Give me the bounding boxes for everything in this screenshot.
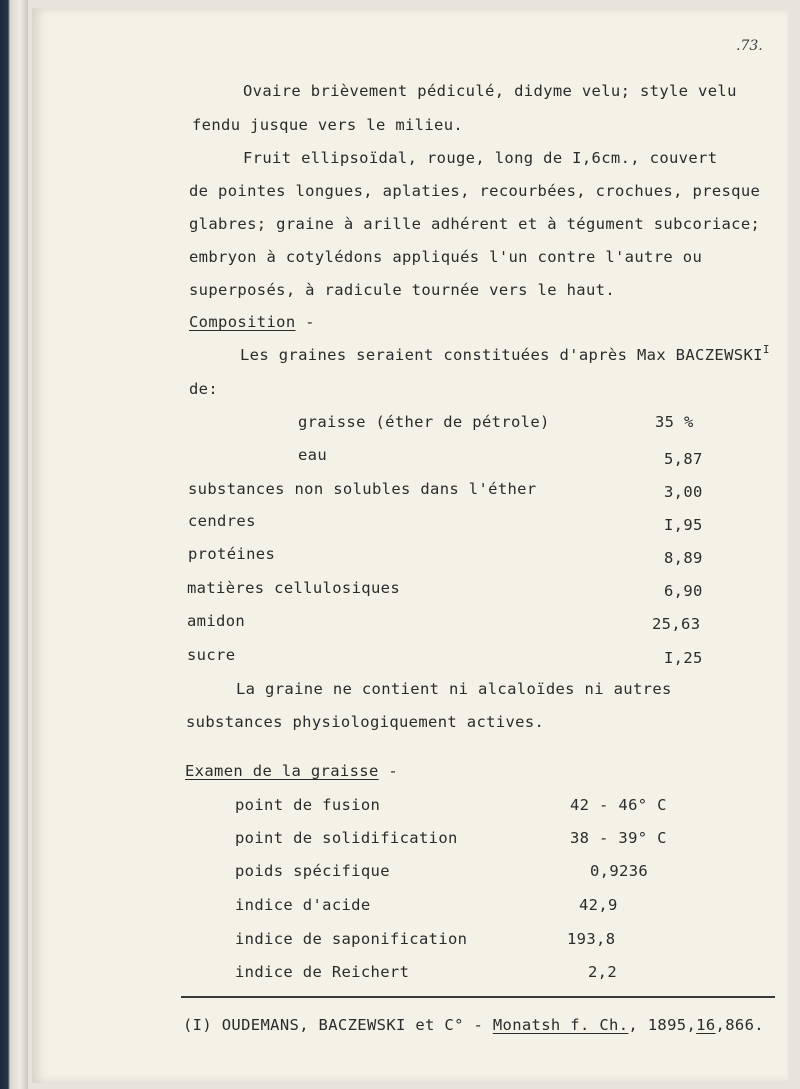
fat-exam-label: point de fusion xyxy=(235,796,381,814)
fat-exam-value: 38 - 39° C xyxy=(570,829,667,847)
composition-label: matières cellulosiques xyxy=(187,579,400,597)
composition-label: protéines xyxy=(188,545,276,563)
footnote-dash: - xyxy=(463,1016,493,1034)
paragraph-line: substances physiologiquement actives. xyxy=(186,713,545,731)
fat-exam-heading-text: Examen de la graisse xyxy=(185,762,379,780)
fat-exam-heading xyxy=(185,762,398,780)
fat-exam-label: indice de Reichert xyxy=(235,963,410,981)
composition-label: eau xyxy=(298,446,328,464)
heading-dash: - xyxy=(378,762,399,780)
paragraph-line: de pointes longues, aplaties, recourbées, crochues, presque xyxy=(189,182,761,200)
composition-value: 6,90 xyxy=(664,582,703,600)
fat-exam-label: indice de saponification xyxy=(235,930,468,948)
composition-intro-line2: de: xyxy=(189,380,219,398)
composition-value: I,25 xyxy=(664,649,703,667)
composition-intro xyxy=(240,343,770,366)
composition-label: graisse (éther de pétrole) xyxy=(298,413,550,431)
composition-heading-text: Composition xyxy=(189,313,296,331)
composition-value: 5,87 xyxy=(664,450,703,468)
paragraph-line: embryon à cotylédons appliqués l'un contre l'autre ou xyxy=(189,248,703,266)
footnote-authors: OUDEMANS, BACZEWSKI et C° xyxy=(221,1016,464,1034)
footnote-volume: 16 xyxy=(696,1016,716,1034)
footnote-journal: Monatsh f. Ch. xyxy=(492,1016,629,1034)
page-number: .73. xyxy=(736,38,763,54)
heading-dash: - xyxy=(295,313,315,331)
composition-label: amidon xyxy=(187,612,246,630)
footnote xyxy=(183,1016,764,1034)
footnote-rule xyxy=(181,996,775,998)
composition-heading xyxy=(189,313,315,331)
paragraph-line: superposés, à radicule tournée vers le haut. xyxy=(189,281,615,299)
paragraph-line: Fruit ellipsoïdal, rouge, long de I,6cm., couvert xyxy=(243,149,718,167)
composition-intro-text: Les graines seraient constituées d'après Max BACZEWSKI xyxy=(240,346,763,364)
book-binding-edge xyxy=(0,0,28,1089)
composition-label: sucre xyxy=(187,646,236,664)
composition-value: 35 % xyxy=(655,413,694,431)
footnote-page: ,866. xyxy=(715,1016,764,1034)
composition-value: 3,00 xyxy=(664,483,703,501)
paragraph-line: Ovaire brièvement pédiculé, didyme velu; style velu xyxy=(243,82,737,100)
fat-exam-value: 2,2 xyxy=(588,963,618,981)
footnote-year: , 1895, xyxy=(628,1016,697,1034)
composition-value: 25,63 xyxy=(652,615,701,633)
footnote-marker: (I) xyxy=(183,1016,213,1034)
fat-exam-label: indice d'acide xyxy=(235,896,371,914)
fat-exam-value: 0,9236 xyxy=(590,862,649,880)
paragraph-line: fendu jusque vers le milieu. xyxy=(192,116,464,134)
composition-value: 8,89 xyxy=(664,549,703,567)
fat-exam-label: poids spécifique xyxy=(235,862,390,880)
composition-label: substances non solubles dans l'éther xyxy=(188,480,537,498)
paragraph-line: La graine ne contient ni alcaloïdes ni autres xyxy=(236,680,672,698)
footnote-reference: I xyxy=(762,343,770,356)
fat-exam-value: 193,8 xyxy=(567,930,616,948)
fat-exam-label: point de solidification xyxy=(235,829,458,847)
composition-label: cendres xyxy=(188,512,256,530)
fat-exam-value: 42 - 46° C xyxy=(570,796,667,814)
typewritten-page xyxy=(32,8,788,1083)
composition-value: I,95 xyxy=(664,516,703,534)
paragraph-line: glabres; graine à arille adhérent et à tégument subcoriace; xyxy=(189,215,761,233)
fat-exam-value: 42,9 xyxy=(579,896,618,914)
